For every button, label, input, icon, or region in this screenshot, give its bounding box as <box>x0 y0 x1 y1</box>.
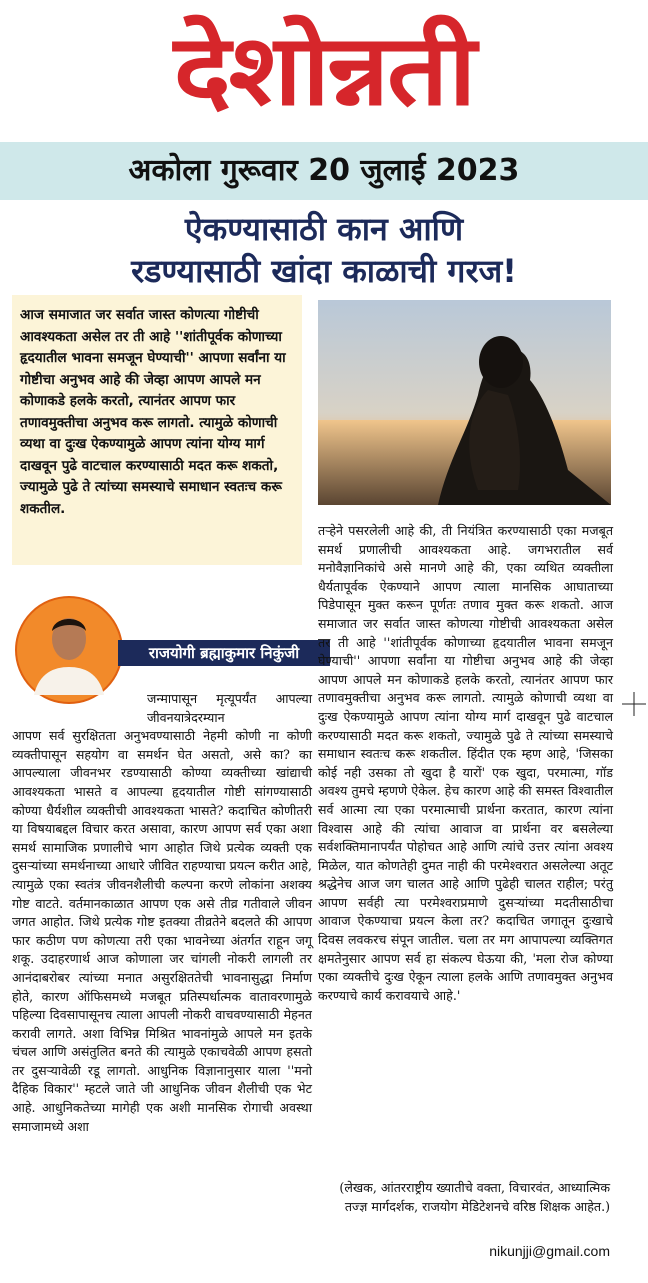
article-headline <box>0 208 648 292</box>
masthead <box>0 0 648 140</box>
headline-line-1: ऐकण्यासाठी कान आणि <box>184 210 464 248</box>
newspaper-logo: देशोन्नती <box>173 14 475 128</box>
author-byline: राजयोगी ब्रह्माकुमार निकुंजी <box>118 640 330 666</box>
body-left-text: आपण सर्व सुरक्षितता अनुभवण्यासाठी नेहमी कोणी ना कोणी व्यक्तीपासून सहयोग वा समर्थन घेत असतो, असे का? का आपल्याला जीवनभर रडण्यासाठी कोण्या व्यक्तीच्या खांद्याची आवश्यकता भासते व आपल्या हृदयातील गोष्टी सांगण्यासाठी कोण्या धैर्यशील व्यक्तीची आवश्यकता भासते? कदाचित कोणीतरी या विषयाबद्दल विचार करत असावा, कारण आपण सर्व एका अशा समर्थ सामाजिक प्रणालीचे भाग आहोत जिथे प्रत्येक व्यक्ती एक दुसऱ्यांच्या समर्थनाच्या आधारे जीवित राहण्याचा प्रयत्न करीत आहे, त्यामुळे एका स्वतंत्र जीवनशैलीची कल्पना करणे लोकांना अशक्य गोष्ट वाटते. वर्तमानकाळात आपण एक असे तीव्र गतीवाले जीवन जगत आहोत. जिथे प्रत्येक गोष्ट इतक्या तीव्रतेने बदलते की आपण फार कठीण पण कोणत्या तरी एका भावनेच्या अंतर्गत राहून जगू शकू. उदाहरणार्थ आज कोणाला जर चांगली नोकरी लागली तर आनंदाबरोबर त्यांच्या मनात असुरक्षिततेची भावनासुद्धा निर्माण होते, कारण ऑफिसमध्ये मजबूत प्रतिस्पर्धात्मक वातावरणामुळे पहिल्या दिवसापासूनच त्याला आपली नोकरी वाचवण्यासाठी मेहनत करावी लागते. अशा विभिन्न मिश्रित भावनांमुळे आपले मन इतके चंचल आणि असंतुलित बनते की त्यामुळे एकाचवेळी आपण हसतो तर दुसऱ्यावेळी रडू लागतो. आधुनिक विज्ञानानुसार याला ''मनो दैहिक विकार'' म्हटले जाते जी आधुनिक जीवन शैलीची एक भेट आहे. आधुनिकतेच्या मागेही एक अशी मानसिक रोगाची अवस्था समाजामध्ये अशा <box>12 728 312 1134</box>
author-photo <box>14 595 124 705</box>
author-note: (लेखक, आंतरराष्ट्रीय ख्यातीचे वक्ता, विचारवंत, आध्यात्मिक तज्ज्ञ मार्गदर्शक, राजयोग मेडिटेशनचे वरिष्ठ शिक्षक आहेत.) <box>339 1180 610 1214</box>
dateline-text: अकोला गुरूवार 20 जुलाई 2023 <box>128 153 520 188</box>
headline-line-2: रडण्यासाठी खांदा काळाची गरज! <box>131 252 517 290</box>
body-column-right <box>318 522 613 1005</box>
intro-text: आज समाजात जर सर्वात जास्त कोणत्या गोष्टीची आवश्यकता असेल तर ती आहे ''शांतीपूर्वक कोणाच्या हृदयातील भावना समजून घेण्याची'' आपणा सर्वांना या गोष्टीचा अनुभव आहे की जेव्हा आपण आपले मन कोणाकडे हलके करतो, त्यानंतर आपण फार तणावमुक्तीचा अनुभव करू लागतो. त्यामुळे कोणाची व्यथा वा दुःख ऐकण्यामुळे आपण त्यांना योग्य मार्ग दाखवून पुढे वाटचाल करण्यासाठी मदत करू शकतो, ज्यामुळे पुढे ते त्यांच्या समस्याचे समाधान स्वतःच करू शकतील. <box>20 307 286 517</box>
crosshair-icon <box>622 692 646 716</box>
body-left-opening: जन्मापासून मृत्यूपर्यंत आपल्या जीवनयात्रेदरम्यान <box>147 691 312 725</box>
body-column-left <box>12 690 312 1136</box>
dateline-bar <box>0 142 648 200</box>
intro-box <box>12 295 302 565</box>
author-email: nikunjji@gmail.com <box>489 1243 610 1259</box>
body-right-text: तऱ्हेने पसरलेली आहे की, ती नियंत्रित करण्यासाठी एका मजबूत समर्थ प्रणालीची आवश्यकता आहे. जगभरातील सर्व मनोवैज्ञानिकांचे असे मानणे आहे की, एका व्यथित व्यक्तीला धैर्यतापूर्वक ऐकण्याने आपण त्याला मानसिक आघाताच्या पिडेपासून मुक्त करून पूर्णतः तणाव मुक्त करू शकतो. आज समाजात जर सर्वात जास्त कोणत्या गोष्टीची आवश्यकता असेल तर ती आहे ''शांतीपूर्वक कोणाच्या हृदयातील भावना समजून घेण्याची'' आपणा सर्वांना या गोष्टीचा अनुभव आहे की जेव्हा आपण आपले मन कोणाकडे हलके करतो, त्यानंतर आपण फार तणावमुक्तीचा अनुभव करू लागतो. त्यामुळे कोणाची व्यथा वा दुःख ऐकण्यामुळे आपण त्यांना योग्य मार्ग दाखवून पुढे वाटचाल करण्यासाठी मदत करू शकतो, ज्यामुळे पुढे ते त्यांच्या समस्याचे समाधान स्वतःच करू शकतील. हिंदीत एक म्हण आहे, 'जिसका कोई नही उसका तो खुदा है यारों' एक खुदा, परमात्मा, गॉड अवश्य तुमचे म्हणणे ऐकेल. हेच कारण आहे की समस्त विश्वातील सर्व आत्मा त्या एका परमात्माची प्रार्थना करतात, कारण त्यांना विश्वास आहे की त्यांचा आवाज वा प्रार्थना वर बसलेल्या सर्वशक्तिमानापर्यंत पोहोचत आहे आणि त्यांचे उत्तर त्यांना अवश्य मिळेल, यात कोणतेही दुमत नाही की परमेश्वरात असलेल्या अतूट श्रद्धेनेच आज जग चालत आहे आणि पुढेही चालत राहील; परंतु आपण सर्वही त्या परमेश्वराप्रमाणे दुसऱ्यांच्या मदतीसाठीचा आवाज ऐकण्याचा प्रयत्न केला तर? कदाचित जगातून दुःखाचे दिवस लवकरच संपून जातील. चला तर मग आपापल्या व्यक्तिगत क्षमतेनुसार आपण सर्व हा संकल्प घेऊया की, 'मला रोज कोण्या एका व्यक्तीचे दुःख ऐकून त्याला हलके आणि तणावमुक्त अनुभव करण्याचे कार्य करावयाचे आहे.' <box>318 523 613 1003</box>
article-photo <box>318 300 611 505</box>
